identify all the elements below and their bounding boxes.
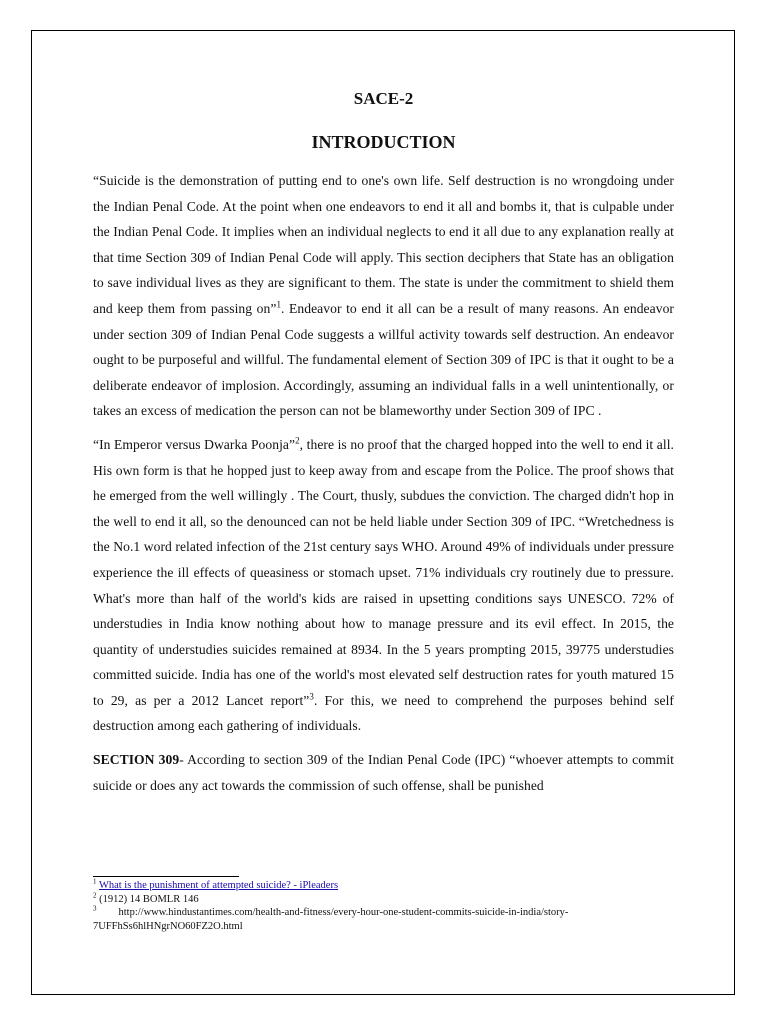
footnote-text: (1912) 14 BOMLR 146 xyxy=(99,893,199,905)
document-title: SACE-2 xyxy=(353,89,414,108)
paragraph-text: , there is no proof that the charged hopped into the well to end it all. His own form is that he hopped just to keep away from and escape from the Police. The proof shows that he emerged from the well willingly . The Court, thusly, subdues the conviction. The charged didn't hop in the well to end it all, so the denounced can not be held liable under Section 309 of IPC. “Wretchedness is the No.1 word related infection of the 21st century says WHO. Around 49% of individuals under pressure experience the ill effects of queasiness or stomach upset. 71% individuals cry routinely due to pressure. What's more than half of the world's kids are raised in upsetting conditions says UNESCO. 72% of understudies in India know nothing about how to manage pressure and its evil effect. In 2015, the quantity of understudies suicides remained at 8934. In the 5 years prompting 2015, 39775 understudies committed suicide. India has one of the world's most elevated self destruction rates for youth matured 15 to 29, as per a 2012 Lancet report” xyxy=(93,436,674,708)
footnote-number: 1 xyxy=(93,877,97,886)
section-label: SECTION 309 xyxy=(93,752,180,768)
paragraph-text: “In Emperor versus Dwarka Poonja” xyxy=(93,436,296,452)
footnote-2 xyxy=(93,893,674,907)
footnote-1 xyxy=(93,879,674,893)
paragraph-text: . For this, we need to comprehend the purposes behind self destruction among each gathering of individuals. xyxy=(93,692,674,734)
footnote-number: 2 xyxy=(93,891,97,899)
footnote-separator xyxy=(93,876,239,877)
paragraph-case xyxy=(93,432,674,739)
paragraph-text: . Endeavor to end it all can be a result of many reasons. An endeavor under section 309 of Indian Penal Code suggests a willful activity towards self destruction. An endeavor ought to be purposeful and willful. The fundamental element of Section 309 of IPC is that it ought to be a deliberate endeavor of implosion. Accordingly, assuming an individual falls in a well unintentionally, or takes an excess of medication the person can not be blameworthy under Section 309 of IPC . xyxy=(93,300,674,419)
footnote-url: http://www.hindustantimes.com/health-and-fitness/every-hour-one-student-commits-suicide-in-india/story-7UFFhSs6hlHNgrNO60FZ2O.html xyxy=(93,907,569,932)
footnote-3 xyxy=(93,906,674,933)
footnotes xyxy=(93,879,674,933)
paragraph-text: - According to section 309 of the Indian Penal Code (IPC) “whoever attempts to commit suicide or does any act towards the commission of such offense, shall be punished xyxy=(93,752,674,793)
footnote-reference[interactable]: 3 xyxy=(309,691,314,702)
paragraph-text: “Suicide is the demonstration of putting end to one's own life. Self destruction is no wrongdoing under the Indian Penal Code. At the point when one endeavors to end it all and bombs it, that is culpable under the Indian Penal Code. It implies when an individual neglects to end it all due to any explanation really at that time Section 309 of Indian Penal Code will apply. This section deciphers that State has an obligation to save individual lives as they are significant to them. The state is under the commitment to shield them and keep them from passing on” xyxy=(93,173,674,316)
footnote-reference[interactable]: 2 xyxy=(295,435,300,446)
document-body xyxy=(93,88,674,798)
footnote-reference[interactable]: 1 xyxy=(276,299,282,310)
paragraph-intro xyxy=(93,168,674,424)
footnote-link[interactable]: What is the punishment of attempted suicide? - iPleaders xyxy=(98,880,339,891)
section-heading: INTRODUCTION xyxy=(311,132,456,152)
paragraph-section-309 xyxy=(93,747,674,798)
footnote-number: 3 xyxy=(93,904,97,913)
